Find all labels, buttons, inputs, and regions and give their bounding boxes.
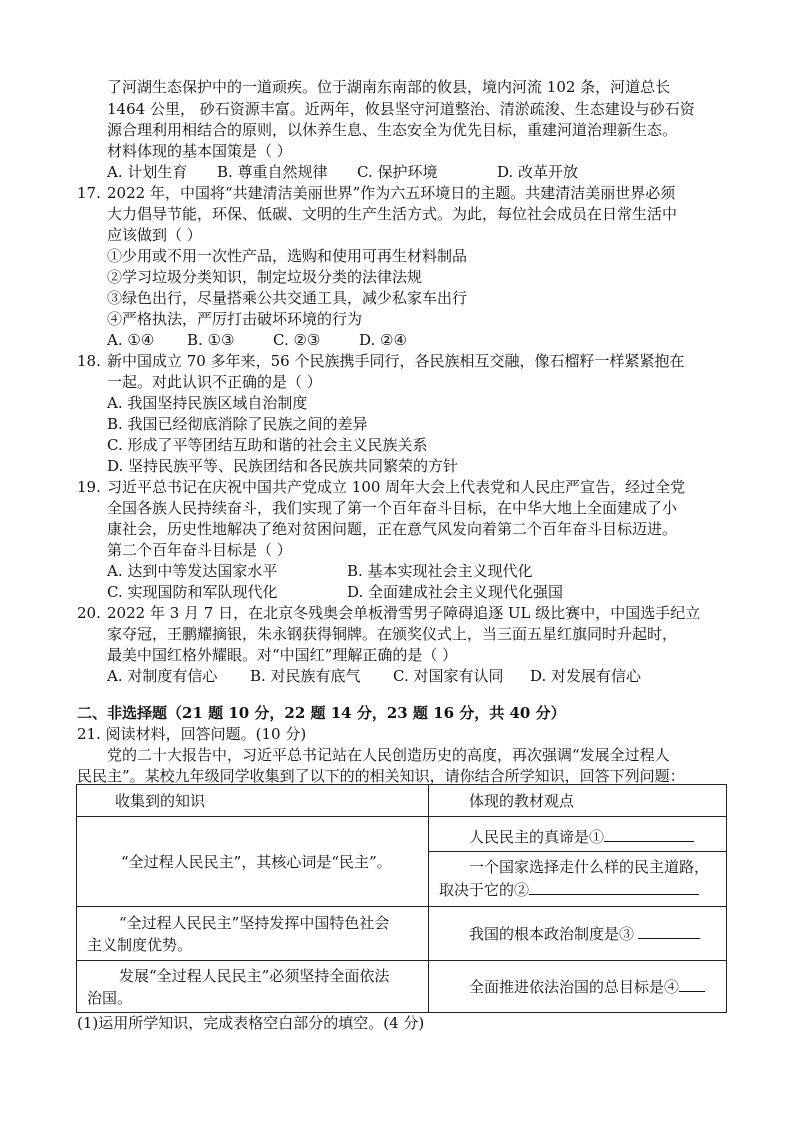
viewpoint-2-text: 我国的根本政治制度是③ xyxy=(469,925,635,943)
q19-line-3: 康社会，历史性地解决了绝对贫困问题，正在意气风发向着第二个百年奋斗目标迈进。 xyxy=(107,520,678,538)
q17-option-b[interactable]: B. ①③ xyxy=(187,331,235,349)
q19-options-row-1 xyxy=(107,561,533,581)
q16-options xyxy=(107,162,578,182)
table-header-knowledge: 收集到的知识 xyxy=(77,785,429,817)
q17-item-4: ④严格执法，严厉打击破坏环境的行为 xyxy=(107,310,363,328)
q19-option-d[interactable]: D. 全面建成社会主义现代化强国 xyxy=(347,583,564,601)
q18-option-a[interactable]: A. 我国坚持民族区域自治制度 xyxy=(107,394,308,412)
table-cell-knowledge-1: “全过程人民民主”，其核心词是“民主”。 xyxy=(77,817,429,907)
q16-line-1: 了河湖生态保护中的一道顽疾。位于湖南东南部的攸县，境内河流 102 条，河道总长 xyxy=(107,78,671,96)
table-row xyxy=(77,961,727,1013)
q21-header: 21. 阅读材料，回答问题。(10 分) xyxy=(77,725,307,743)
q18-option-d[interactable]: D. 坚持民族平等、民族团结和各民族共同繁荣的方针 xyxy=(107,457,459,475)
q20-number: 20. xyxy=(77,604,101,622)
q16-line-2: 1464 公里， 砂石资源丰富。近两年，攸县坚守河道整治、清淤疏浚、生态建设与砂石资 xyxy=(107,100,695,118)
q17-option-d[interactable]: D. ②④ xyxy=(359,331,407,349)
q16-option-c[interactable]: C. 保护环境 xyxy=(357,163,438,181)
q17-line-3: 应该做到（ ） xyxy=(107,226,202,244)
q20-option-b[interactable]: B. 对民族有底气 xyxy=(250,667,361,685)
table-cell-knowledge-3 xyxy=(77,961,429,1013)
answer-blank-1[interactable] xyxy=(604,825,694,842)
q16-option-b[interactable]: B. 尊重自然规律 xyxy=(217,163,328,181)
q19-option-b[interactable]: B. 基本实现社会主义现代化 xyxy=(347,562,533,580)
table-header-row xyxy=(77,785,727,817)
viewpoint-1b-text-1: 一个国家选择走什么样的民主道路， xyxy=(469,857,710,876)
knowledge-3-line-1: 发展“全过程人民民主”必须坚持全面依法 xyxy=(119,966,390,985)
q19-options-row-2 xyxy=(107,582,563,602)
q20-options xyxy=(107,666,641,686)
q17-number: 17. xyxy=(77,184,101,202)
table-header-viewpoint: 体现的教材观点 xyxy=(429,785,727,817)
knowledge-2-line-2: 主义制度优势。 xyxy=(87,935,193,954)
q21-intro-line-1: 党的二十大报告中，习近平总书记站在人民创造历史的高度，再次强调“发展全过程人 xyxy=(107,746,670,764)
q17-item-2: ②学习垃圾分类知识，制定垃圾分类的法律法规 xyxy=(107,268,423,286)
q20-line-2: 家夺冠，王鹏耀摘银，朱永钢获得铜牌。在颁奖仪式上，当三面五星红旗同时升起时， xyxy=(107,625,678,643)
table-cell-viewpoint-3 xyxy=(429,961,727,1013)
knowledge-3-line-2: 治国。 xyxy=(87,988,133,1007)
q17-options xyxy=(107,330,407,350)
q18-line-1: 新中国成立 70 多年来，56 个民族携手同行，各民族相互交融，像石榴籽一样紧紧抱在 xyxy=(107,352,685,370)
q20-option-d[interactable]: D. 对发展有信心 xyxy=(530,667,642,685)
q16-line-4: 材料体现的基本国策是（ ） xyxy=(107,142,292,160)
table-cell-viewpoint-2 xyxy=(429,907,727,961)
q19-line-4: 第二个百年奋斗目标是（ ） xyxy=(107,541,292,559)
q19-option-c[interactable]: C. 实现国防和军队现代化 xyxy=(107,583,278,601)
q19-line-2: 全国各族人民持续奋斗，我们实现了第一个百年奋斗目标，在中华大地上全面建成了小 xyxy=(107,499,678,517)
q20-option-c[interactable]: C. 对国家有认同 xyxy=(393,667,504,685)
q19-number: 19. xyxy=(77,478,101,496)
q16-option-d[interactable]: D. 改革开放 xyxy=(497,163,579,181)
q18-option-c[interactable]: C. 形成了平等团结互助和谐的社会主义民族关系 xyxy=(107,436,428,454)
q18-option-b[interactable]: B. 我国已经彻底消除了民族之间的差异 xyxy=(107,415,368,433)
q17-line-2: 大力倡导节能，环保、低碳、文明的生产生活方式。为此，每位社会成员在日常生活中 xyxy=(107,205,678,223)
q17-item-1: ①少用或不用一次性产品，选购和使用可再生材料制品 xyxy=(107,247,468,265)
q21-intro-line-2: 民民主”。某校九年级同学收集到了以下的的相关知识，请你结合所学知识，回答下列问题： xyxy=(77,767,685,785)
viewpoint-1a-text: 人民民主的真谛是① xyxy=(469,827,605,846)
q20-line-1: 2022 年 3 月 7 日，在北京冬残奥会单板滑雪男子障碍追逐 UL 级比赛中，中国选手纪立 xyxy=(107,604,701,622)
q20-option-a[interactable]: A. 对制度有信心 xyxy=(107,667,218,685)
answer-blank-3[interactable] xyxy=(638,922,700,939)
q20-line-3: 最美中国红格外耀眼。对“中国红”理解正确的是（ ） xyxy=(107,646,458,664)
q16-line-3: 源合理利用相结合的原则，以休养生息、生态安全为优先目标，重建河道治理新生态。 xyxy=(107,121,678,139)
q17-line-1: 2022 年，中国将“共建清洁美丽世界”作为六五环境日的主题。共建清洁美丽世界必须 xyxy=(107,184,676,202)
answer-blank-2[interactable] xyxy=(529,878,699,895)
q18-line-2: 一起。对此认识不正确的是（ ） xyxy=(107,373,322,391)
q19-option-a[interactable]: A. 达到中等发达国家水平 xyxy=(107,562,278,580)
q17-option-c[interactable]: C. ②③ xyxy=(273,331,321,349)
q21-sub-question-1: (1)运用所学知识，完成表格空白部分的填空。(4 分) xyxy=(77,1014,425,1032)
q17-option-a[interactable]: A. ①④ xyxy=(107,331,155,349)
q18-number: 18. xyxy=(77,352,101,370)
table-cell-viewpoint-1 xyxy=(429,817,727,907)
knowledge-2-line-1: “全过程人民民主”坚持发挥中国特色社会 xyxy=(119,913,390,932)
viewpoint-3-text: 全面推进依法治国的总目标是④ xyxy=(469,978,680,996)
viewpoint-1b xyxy=(429,851,726,905)
q19-line-1: 习近平总书记在庆祝中国共产党成立 100 周年大会上代表党和人民庄严宣告，经过全党 xyxy=(107,478,686,496)
section-2-title: 二、非选择题（21 题 10 分，22 题 14 分，23 题 16 分，共 40 分） xyxy=(77,704,566,722)
q16-option-a[interactable]: A. 计划生育 xyxy=(107,163,188,181)
answer-blank-4[interactable] xyxy=(679,975,705,992)
viewpoint-1b-text-2: 取决于它的② xyxy=(439,880,530,899)
table-row xyxy=(77,907,727,961)
table-row xyxy=(77,817,727,907)
viewpoint-1a xyxy=(429,819,726,851)
knowledge-table xyxy=(76,784,727,1013)
table-cell-knowledge-2 xyxy=(77,907,429,961)
q17-item-3: ③绿色出行，尽量搭乘公共交通工具，减少私家车出行 xyxy=(107,289,468,307)
